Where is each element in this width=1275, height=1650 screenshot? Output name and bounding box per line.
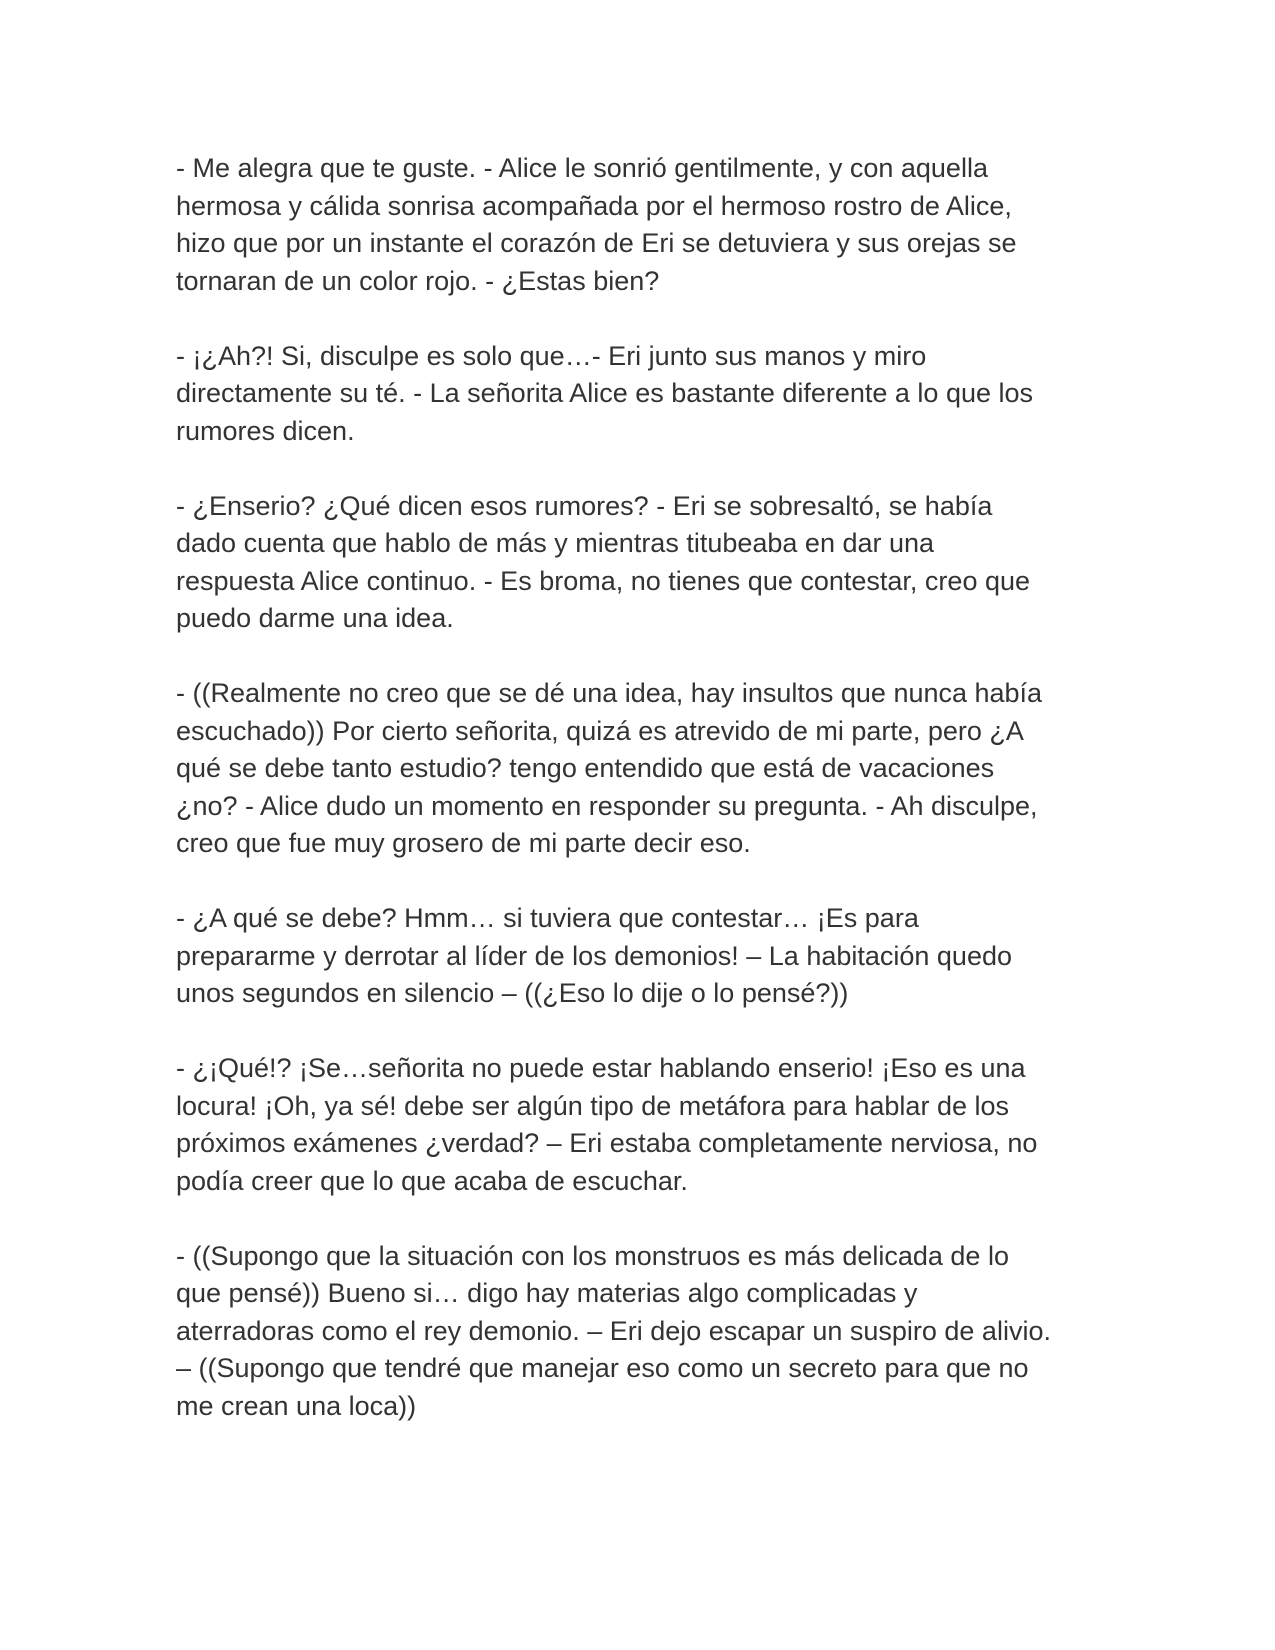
text-line: tornaran de un color rojo. - ¿Estas bien?: [176, 265, 660, 296]
text-line: dado cuenta que hablo de más y mientras titubeaba en dar una: [176, 528, 935, 558]
text-line: - ¿Enserio? ¿Qué dicen esos rumores? - Eri se sobresaltó, se había: [176, 490, 993, 521]
text-line: me crean una loca)): [176, 1390, 417, 1421]
text-line: próximos exámenes ¿verdad? – Eri estaba completamente nerviosa, no: [176, 1128, 1038, 1158]
text-line: - ¿A qué se debe? Hmm… si tuviera que contestar… ¡Es para: [176, 903, 919, 933]
text-line: - Me alegra que te guste. - Alice le sonrió gentilmente, y con aquella: [176, 153, 988, 183]
text-line: – ((Supongo que tendré que manejar eso como un secreto para que no: [176, 1353, 1029, 1383]
text-line: directamente su té. - La señorita Alice es bastante diferente a lo que los: [176, 378, 1034, 408]
text-line: creo que fue muy grosero de mi parte decir eso.: [176, 828, 751, 858]
text-line: que pensé)) Bueno si… digo hay materias algo complicadas y: [176, 1278, 918, 1308]
text-line: puedo darme una idea.: [176, 603, 454, 633]
text-line: qué se debe tanto estudio? tengo entendido que está de vacaciones: [176, 753, 995, 783]
paragraph-2: [176, 338, 1106, 451]
text-line: podía creer que lo que acaba de escuchar.: [176, 1165, 688, 1196]
text-line: - ¿¡Qué!? ¡Se…señorita no puede estar hablando enserio! ¡Eso es una: [176, 1053, 1026, 1083]
text-line: escuchado)) Por cierto señorita, quizá es atrevido de mi parte, pero ¿A: [176, 715, 1024, 746]
text-line: ¿no? - Alice dudo un momento en responder su pregunta. - Ah disculpe,: [176, 790, 1038, 821]
paragraph-4: [176, 675, 1106, 863]
paragraph-1: [176, 150, 1106, 300]
text-line: aterradoras como el rey demonio. – Eri dejo escapar un suspiro de alivio.: [176, 1315, 1051, 1346]
text-line: hizo que por un instante el corazón de Eri se detuviera y sus orejas se: [176, 228, 1017, 258]
paragraph-6: [176, 1050, 1106, 1200]
text-line: locura! ¡Oh, ya sé! debe ser algún tipo de metáfora para hablar de los: [176, 1090, 1009, 1121]
text-line: - ¡¿Ah?! Si, disculpe es solo que…- Eri junto sus manos y miro: [176, 340, 927, 371]
paragraph-7: [176, 1238, 1106, 1426]
text-line: prepararme y derrotar al líder de los demonios! – La habitación quedo: [176, 940, 1012, 971]
paragraph-3: [176, 488, 1106, 638]
document-body: [176, 150, 1106, 1463]
paragraph-5: [176, 900, 1106, 1013]
text-line: - ((Supongo que la situación con los monstruos es más delicada de lo: [176, 1240, 1009, 1271]
text-line: hermosa y cálida sonrisa acompañada por el hermoso rostro de Alice,: [176, 190, 1012, 221]
text-line: respuesta Alice continuo. - Es broma, no tienes que contestar, creo que: [176, 565, 1031, 596]
text-line: unos segundos en silencio – ((¿Eso lo dije o lo pensé?)): [176, 978, 849, 1008]
text-line: - ((Realmente no creo que se dé una idea, hay insultos que nunca había: [176, 678, 1043, 708]
text-line: rumores dicen.: [176, 415, 355, 446]
